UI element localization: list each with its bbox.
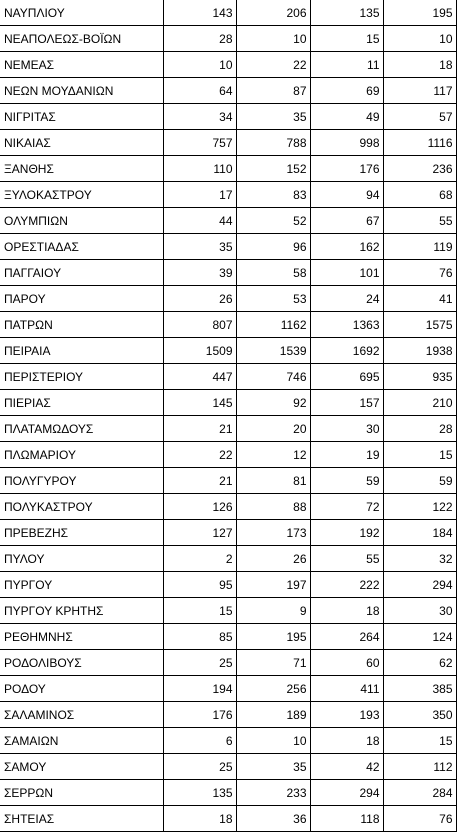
row-name-cell[interactable]: ΞΑΝΘΗΣ	[0, 156, 163, 182]
value-cell[interactable]: 15	[383, 442, 456, 468]
value-cell[interactable]: 184	[383, 520, 456, 546]
row-name-cell[interactable]: ΡΕΘΗΜΝΗΣ	[0, 624, 163, 650]
value-cell[interactable]: 2	[163, 546, 236, 572]
value-cell[interactable]: 35	[236, 754, 310, 780]
row-name-cell[interactable]: ΟΛΥΜΠΙΩΝ	[0, 208, 163, 234]
row-name-cell[interactable]: ΟΡΕΣΤΙΑΔΑΣ	[0, 234, 163, 260]
value-cell[interactable]: 256	[236, 676, 310, 702]
table-row	[0, 728, 456, 754]
table-row	[0, 806, 456, 832]
value-cell[interactable]: 67	[310, 208, 383, 234]
value-cell[interactable]: 788	[236, 130, 310, 156]
table-row	[0, 390, 456, 416]
row-name-cell[interactable]: ΣΕΡΡΩΝ	[0, 780, 163, 806]
value-cell[interactable]: 173	[236, 520, 310, 546]
value-cell[interactable]: 24	[310, 286, 383, 312]
table-row	[0, 52, 456, 78]
value-cell[interactable]: 206	[236, 0, 310, 26]
value-cell[interactable]: 135	[310, 0, 383, 26]
value-cell[interactable]: 94	[310, 182, 383, 208]
row-name-cell[interactable]: ΝΕΩΝ ΜΟΥΔΑΝΙΩΝ	[0, 78, 163, 104]
value-cell[interactable]: 222	[310, 572, 383, 598]
value-cell[interactable]: 1116	[383, 130, 456, 156]
value-cell[interactable]: 76	[383, 260, 456, 286]
value-cell[interactable]: 1539	[236, 338, 310, 364]
table-row	[0, 286, 456, 312]
value-cell[interactable]: 44	[163, 208, 236, 234]
table-row	[0, 156, 456, 182]
table-row	[0, 780, 456, 806]
value-cell[interactable]: 58	[236, 260, 310, 286]
value-cell[interactable]: 18	[383, 52, 456, 78]
value-cell[interactable]: 60	[310, 650, 383, 676]
value-cell[interactable]: 935	[383, 364, 456, 390]
table-row	[0, 442, 456, 468]
row-name-cell[interactable]: ΣΗΤΕΙΑΣ	[0, 806, 163, 832]
value-cell[interactable]: 695	[310, 364, 383, 390]
value-cell[interactable]: 53	[236, 286, 310, 312]
table-row	[0, 754, 456, 780]
table-row	[0, 624, 456, 650]
value-cell[interactable]: 1363	[310, 312, 383, 338]
value-cell[interactable]: 998	[310, 130, 383, 156]
table-row	[0, 650, 456, 676]
row-name-cell[interactable]: ΣΑΜΟΥ	[0, 754, 163, 780]
value-cell[interactable]: 28	[163, 26, 236, 52]
value-cell[interactable]: 12	[236, 442, 310, 468]
value-cell[interactable]: 18	[163, 806, 236, 832]
value-cell[interactable]: 350	[383, 702, 456, 728]
value-cell[interactable]: 411	[310, 676, 383, 702]
row-name-cell[interactable]: ΞΥΛΟΚΑΣΤΡΟΥ	[0, 182, 163, 208]
value-cell[interactable]: 101	[310, 260, 383, 286]
value-cell[interactable]: 49	[310, 104, 383, 130]
table-row	[0, 208, 456, 234]
value-cell[interactable]: 746	[236, 364, 310, 390]
table-row	[0, 234, 456, 260]
value-cell[interactable]: 210	[383, 390, 456, 416]
value-cell[interactable]: 10	[163, 52, 236, 78]
value-cell[interactable]: 194	[163, 676, 236, 702]
value-cell[interactable]: 294	[383, 572, 456, 598]
value-cell[interactable]: 124	[383, 624, 456, 650]
value-cell[interactable]: 807	[163, 312, 236, 338]
row-name-cell[interactable]: ΠΕΙΡΑΙΑ	[0, 338, 163, 364]
row-name-cell[interactable]: ΡΟΔΟΥ	[0, 676, 163, 702]
value-cell[interactable]: 385	[383, 676, 456, 702]
value-cell[interactable]: 55	[383, 208, 456, 234]
value-cell[interactable]: 143	[163, 0, 236, 26]
value-cell[interactable]: 1509	[163, 338, 236, 364]
value-cell[interactable]: 55	[310, 546, 383, 572]
row-name-cell[interactable]: ΣΑΛΑΜΙΝΟΣ	[0, 702, 163, 728]
value-cell[interactable]: 62	[383, 650, 456, 676]
value-cell[interactable]: 195	[383, 0, 456, 26]
value-cell[interactable]: 28	[383, 416, 456, 442]
value-cell[interactable]: 126	[163, 494, 236, 520]
value-cell[interactable]: 193	[310, 702, 383, 728]
value-cell[interactable]: 447	[163, 364, 236, 390]
row-name-cell[interactable]: ΠΟΛΥΚΑΣΤΡΟΥ	[0, 494, 163, 520]
value-cell[interactable]: 69	[310, 78, 383, 104]
table-row	[0, 0, 456, 26]
value-cell[interactable]: 92	[236, 390, 310, 416]
value-cell[interactable]: 264	[310, 624, 383, 650]
value-cell[interactable]: 83	[236, 182, 310, 208]
value-cell[interactable]: 118	[310, 806, 383, 832]
value-cell[interactable]: 1575	[383, 312, 456, 338]
value-cell[interactable]: 26	[163, 286, 236, 312]
value-cell[interactable]: 192	[310, 520, 383, 546]
value-cell[interactable]: 59	[310, 468, 383, 494]
value-cell[interactable]: 21	[163, 416, 236, 442]
row-name-cell[interactable]: ΠΛΩΜΑΡΙΟΥ	[0, 442, 163, 468]
row-name-cell[interactable]: ΠΥΡΓΟΥ	[0, 572, 163, 598]
row-name-cell[interactable]: ΝΕΑΠΟΛΕΩΣ-ΒΟΪΩΝ	[0, 26, 163, 52]
value-cell[interactable]: 30	[383, 598, 456, 624]
value-cell[interactable]: 21	[163, 468, 236, 494]
table-row	[0, 416, 456, 442]
value-cell[interactable]: 117	[383, 78, 456, 104]
value-cell[interactable]: 20	[236, 416, 310, 442]
value-cell[interactable]: 135	[163, 780, 236, 806]
value-cell[interactable]: 1692	[310, 338, 383, 364]
value-cell[interactable]: 17	[163, 182, 236, 208]
row-name-cell[interactable]: ΠΑΤΡΩΝ	[0, 312, 163, 338]
value-cell[interactable]: 59	[383, 468, 456, 494]
value-cell[interactable]: 18	[310, 598, 383, 624]
value-cell[interactable]: 72	[310, 494, 383, 520]
value-cell[interactable]: 127	[163, 520, 236, 546]
table-row	[0, 182, 456, 208]
value-cell[interactable]: 76	[383, 806, 456, 832]
value-cell[interactable]: 197	[236, 572, 310, 598]
row-name-cell[interactable]: ΠΕΡΙΣΤΕΡΙΟΥ	[0, 364, 163, 390]
value-cell[interactable]: 189	[236, 702, 310, 728]
table-row	[0, 702, 456, 728]
value-cell[interactable]: 6	[163, 728, 236, 754]
row-name-cell[interactable]: ΠΥΛΟΥ	[0, 546, 163, 572]
value-cell[interactable]: 35	[236, 104, 310, 130]
value-cell[interactable]: 162	[310, 234, 383, 260]
value-cell[interactable]: 122	[383, 494, 456, 520]
value-cell[interactable]: 15	[383, 728, 456, 754]
value-cell[interactable]: 195	[236, 624, 310, 650]
value-cell[interactable]: 36	[236, 806, 310, 832]
value-cell[interactable]: 236	[383, 156, 456, 182]
table-row	[0, 104, 456, 130]
row-name-cell[interactable]: ΠΑΓΓΑΙΟΥ	[0, 260, 163, 286]
table-row	[0, 520, 456, 546]
value-cell[interactable]: 96	[236, 234, 310, 260]
value-cell[interactable]: 52	[236, 208, 310, 234]
table-row	[0, 130, 456, 156]
value-cell[interactable]: 176	[163, 702, 236, 728]
value-cell[interactable]: 284	[383, 780, 456, 806]
row-name-cell[interactable]: ΝΑΥΠΛΙΟΥ	[0, 0, 163, 26]
value-cell[interactable]: 42	[310, 754, 383, 780]
value-cell[interactable]: 157	[310, 390, 383, 416]
value-cell[interactable]: 9	[236, 598, 310, 624]
value-cell[interactable]: 112	[383, 754, 456, 780]
value-cell[interactable]: 39	[163, 260, 236, 286]
value-cell[interactable]: 32	[383, 546, 456, 572]
table-row	[0, 572, 456, 598]
value-cell[interactable]: 41	[383, 286, 456, 312]
value-cell[interactable]: 15	[310, 26, 383, 52]
value-cell[interactable]: 233	[236, 780, 310, 806]
value-cell[interactable]: 57	[383, 104, 456, 130]
value-cell[interactable]: 18	[310, 728, 383, 754]
row-name-cell[interactable]: ΝΙΓΡΙΤΑΣ	[0, 104, 163, 130]
row-name-cell[interactable]: ΠΡΕΒΕΖΗΣ	[0, 520, 163, 546]
row-name-cell[interactable]: ΠΟΛΥΓΥΡΟΥ	[0, 468, 163, 494]
value-cell[interactable]: 68	[383, 182, 456, 208]
row-name-cell[interactable]: ΠΙΕΡΙΑΣ	[0, 390, 163, 416]
row-name-cell[interactable]: ΠΑΡΟΥ	[0, 286, 163, 312]
row-name-cell[interactable]: ΠΥΡΓΟΥ ΚΡΗΤΗΣ	[0, 598, 163, 624]
value-cell[interactable]: 19	[310, 442, 383, 468]
row-name-cell[interactable]: ΣΑΜΑΙΩΝ	[0, 728, 163, 754]
value-cell[interactable]: 64	[163, 78, 236, 104]
value-cell[interactable]: 87	[236, 78, 310, 104]
value-cell[interactable]: 119	[383, 234, 456, 260]
value-cell[interactable]: 757	[163, 130, 236, 156]
value-cell[interactable]: 11	[310, 52, 383, 78]
table-row	[0, 260, 456, 286]
table-row	[0, 338, 456, 364]
value-cell[interactable]: 110	[163, 156, 236, 182]
table-row	[0, 546, 456, 572]
value-cell[interactable]: 95	[163, 572, 236, 598]
value-cell[interactable]: 26	[236, 546, 310, 572]
value-cell[interactable]: 71	[236, 650, 310, 676]
value-cell[interactable]: 10	[383, 26, 456, 52]
row-name-cell[interactable]: ΡΟΔΟΛΙΒΟΥΣ	[0, 650, 163, 676]
value-cell[interactable]: 22	[236, 52, 310, 78]
table-row	[0, 78, 456, 104]
value-cell[interactable]: 1162	[236, 312, 310, 338]
value-cell[interactable]: 145	[163, 390, 236, 416]
table-row	[0, 312, 456, 338]
value-cell[interactable]: 30	[310, 416, 383, 442]
row-name-cell[interactable]: ΝΙΚΑΙΑΣ	[0, 130, 163, 156]
value-cell[interactable]: 176	[310, 156, 383, 182]
table-row	[0, 364, 456, 390]
table-row	[0, 468, 456, 494]
table-row	[0, 598, 456, 624]
value-cell[interactable]: 34	[163, 104, 236, 130]
value-cell[interactable]: 25	[163, 754, 236, 780]
value-cell[interactable]: 10	[236, 728, 310, 754]
row-name-cell[interactable]: ΝΕΜΕΑΣ	[0, 52, 163, 78]
value-cell[interactable]: 10	[236, 26, 310, 52]
value-cell[interactable]: 22	[163, 442, 236, 468]
value-cell[interactable]: 152	[236, 156, 310, 182]
value-cell[interactable]: 15	[163, 598, 236, 624]
value-cell[interactable]: 85	[163, 624, 236, 650]
value-cell[interactable]: 88	[236, 494, 310, 520]
value-cell[interactable]: 25	[163, 650, 236, 676]
value-cell[interactable]: 35	[163, 234, 236, 260]
row-name-cell[interactable]: ΠΛΑΤΑΜΩΔΟΥΣ	[0, 416, 163, 442]
table-row	[0, 26, 456, 52]
value-cell[interactable]: 81	[236, 468, 310, 494]
table-row	[0, 676, 456, 702]
value-cell[interactable]: 294	[310, 780, 383, 806]
value-cell[interactable]: 1938	[383, 338, 456, 364]
table-row	[0, 494, 456, 520]
